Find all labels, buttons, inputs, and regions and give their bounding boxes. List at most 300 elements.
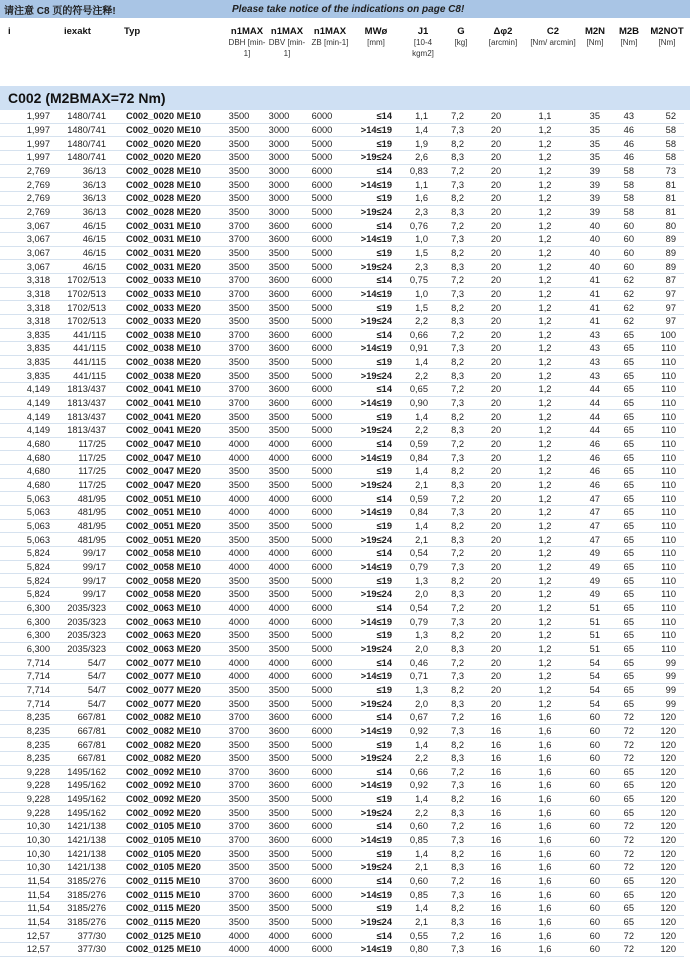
- table-cell: 1480/741: [56, 110, 112, 123]
- table-cell: 1,2: [520, 642, 570, 656]
- table-cell: 11,54: [0, 915, 56, 929]
- table-cell: 1,4: [396, 123, 436, 137]
- table-cell: 4,149: [0, 383, 56, 397]
- table-cell: 20: [472, 697, 520, 711]
- table-cell: 60: [570, 792, 608, 806]
- table-cell: 4,680: [0, 437, 56, 451]
- table-cell: 5000: [300, 301, 344, 315]
- table-cell: 6000: [300, 328, 344, 342]
- table-cell: 8,2: [436, 847, 472, 861]
- table-cell: 110: [642, 519, 684, 533]
- column-header: [352, 26, 400, 48]
- table-cell: 65: [608, 342, 642, 356]
- table-cell: 3700: [220, 383, 258, 397]
- table-cell: 8,235: [0, 724, 56, 738]
- table-cell: 667/81: [56, 751, 112, 765]
- table-cell: 20: [472, 683, 520, 697]
- table-cell: 1,3: [396, 628, 436, 642]
- table-cell: 1,2: [520, 587, 570, 601]
- table-cell: 46/15: [56, 219, 112, 233]
- table-cell: ≤14: [344, 273, 396, 287]
- table-row: [0, 396, 684, 410]
- table-cell: 0,80: [396, 943, 436, 957]
- table-cell: 5000: [300, 205, 344, 219]
- table-cell: 1,2: [520, 601, 570, 615]
- table-cell: 3600: [258, 710, 300, 724]
- table-cell: C002_0058 ME10: [112, 547, 220, 561]
- table-cell: 0,92: [396, 724, 436, 738]
- table-cell: 4000: [258, 492, 300, 506]
- table-cell: 3500: [220, 478, 258, 492]
- table-cell: 39: [570, 205, 608, 219]
- table-cell: ≤14: [344, 164, 396, 178]
- table-cell: 4000: [220, 669, 258, 683]
- table-cell: 1,2: [520, 628, 570, 642]
- table-cell: 52: [642, 110, 684, 123]
- table-cell: 40: [570, 232, 608, 246]
- table-cell: 1813/437: [56, 424, 112, 438]
- table-cell: 20: [472, 232, 520, 246]
- table-cell: 1421/138: [56, 833, 112, 847]
- table-cell: 7,2: [436, 492, 472, 506]
- table-cell: 12,57: [0, 943, 56, 957]
- table-cell: 1,6: [520, 847, 570, 861]
- table-cell: 1,2: [520, 287, 570, 301]
- table-cell: 99: [642, 656, 684, 670]
- table-cell: 2,2: [396, 314, 436, 328]
- table-cell: 1,2: [520, 246, 570, 260]
- table-cell: 4000: [220, 656, 258, 670]
- table-cell: 110: [642, 355, 684, 369]
- table-cell: C002_0051 ME10: [112, 492, 220, 506]
- table-cell: 1,2: [520, 232, 570, 246]
- table-cell: 58: [608, 191, 642, 205]
- table-cell: 1,1: [396, 178, 436, 192]
- table-cell: 20: [472, 164, 520, 178]
- table-cell: >14≤19: [344, 232, 396, 246]
- table-cell: 5000: [300, 792, 344, 806]
- table-cell: 46: [570, 451, 608, 465]
- table-cell: 3500: [220, 369, 258, 383]
- table-cell: C002_0033 ME20: [112, 301, 220, 315]
- table-cell: 44: [570, 424, 608, 438]
- table-cell: 0,79: [396, 560, 436, 574]
- table-cell: >14≤19: [344, 451, 396, 465]
- table-cell: 0,79: [396, 615, 436, 629]
- table-cell: 7,2: [436, 656, 472, 670]
- table-cell: 49: [570, 574, 608, 588]
- table-cell: 16: [472, 847, 520, 861]
- table-cell: 110: [642, 465, 684, 479]
- table-cell: 3500: [258, 847, 300, 861]
- table-cell: 6000: [300, 669, 344, 683]
- table-cell: 8,3: [436, 260, 472, 274]
- table-cell: 20: [472, 642, 520, 656]
- table-cell: >14≤19: [344, 724, 396, 738]
- table-cell: 1,2: [520, 164, 570, 178]
- table-cell: 1495/162: [56, 765, 112, 779]
- table-cell: 8,235: [0, 738, 56, 752]
- table-cell: 5000: [300, 150, 344, 164]
- table-cell: 62: [608, 314, 642, 328]
- table-cell: 97: [642, 287, 684, 301]
- table-cell: C002_0105 ME20: [112, 847, 220, 861]
- table-cell: 120: [642, 738, 684, 752]
- table-cell: 1,4: [396, 902, 436, 916]
- table-cell: 6000: [300, 273, 344, 287]
- table-cell: 8,3: [436, 587, 472, 601]
- table-cell: 72: [608, 820, 642, 834]
- table-cell: 46: [608, 137, 642, 151]
- table-cell: 3,835: [0, 328, 56, 342]
- table-cell: 3500: [258, 642, 300, 656]
- table-cell: 3500: [220, 533, 258, 547]
- table-cell: 3700: [220, 396, 258, 410]
- table-cell: 2,0: [396, 642, 436, 656]
- table-cell: 4000: [220, 506, 258, 520]
- table-cell: ≤14: [344, 601, 396, 615]
- table-row: [0, 137, 684, 151]
- table-cell: 5,824: [0, 587, 56, 601]
- table-cell: 3,318: [0, 273, 56, 287]
- table-cell: 3700: [220, 273, 258, 287]
- table-cell: 120: [642, 765, 684, 779]
- table-cell: 39: [570, 178, 608, 192]
- table-cell: 36/13: [56, 164, 112, 178]
- table-cell: C002_0058 ME20: [112, 574, 220, 588]
- table-row: [0, 792, 684, 806]
- table-cell: 7,3: [436, 560, 472, 574]
- table-cell: 65: [608, 519, 642, 533]
- table-cell: 20: [472, 519, 520, 533]
- table-cell: 72: [608, 847, 642, 861]
- table-cell: 3500: [220, 628, 258, 642]
- table-cell: 60: [570, 724, 608, 738]
- table-cell: 5,824: [0, 574, 56, 588]
- table-cell: 1702/513: [56, 287, 112, 301]
- table-cell: 2,1: [396, 861, 436, 875]
- table-cell: 99: [642, 697, 684, 711]
- table-cell: 0,84: [396, 451, 436, 465]
- table-cell: 0,66: [396, 765, 436, 779]
- table-cell: ≤19: [344, 574, 396, 588]
- table-cell: 120: [642, 874, 684, 888]
- table-cell: 16: [472, 765, 520, 779]
- table-cell: 35: [570, 110, 608, 123]
- table-cell: >14≤19: [344, 287, 396, 301]
- table-cell: 65: [608, 656, 642, 670]
- table-cell: 1,2: [520, 219, 570, 233]
- column-name: G: [457, 26, 465, 37]
- table-cell: 8,2: [436, 410, 472, 424]
- table-cell: C002_0105 ME10: [112, 820, 220, 834]
- table-cell: 4000: [258, 929, 300, 943]
- table-cell: 72: [608, 724, 642, 738]
- table-row: [0, 123, 684, 137]
- table-cell: 667/81: [56, 724, 112, 738]
- table-row: [0, 301, 684, 315]
- table-cell: 110: [642, 383, 684, 397]
- table-cell: ≤19: [344, 519, 396, 533]
- table-cell: 6000: [300, 656, 344, 670]
- table-cell: 3500: [220, 465, 258, 479]
- table-row: [0, 601, 684, 615]
- table-row: [0, 724, 684, 738]
- table-cell: 3,318: [0, 314, 56, 328]
- table-cell: 1813/437: [56, 383, 112, 397]
- table-cell: 20: [472, 410, 520, 424]
- table-cell: 3,067: [0, 219, 56, 233]
- table-row: [0, 219, 684, 233]
- table-row: [0, 847, 684, 861]
- table-cell: 4000: [258, 601, 300, 615]
- table-cell: 1,2: [520, 519, 570, 533]
- table-cell: 1702/513: [56, 301, 112, 315]
- table-row: [0, 683, 684, 697]
- table-cell: 46/15: [56, 260, 112, 274]
- table-cell: 49: [570, 587, 608, 601]
- table-cell: 62: [608, 273, 642, 287]
- table-cell: 1,2: [520, 410, 570, 424]
- table-cell: 5,063: [0, 492, 56, 506]
- table-cell: 3600: [258, 383, 300, 397]
- table-cell: C002_0041 ME20: [112, 410, 220, 424]
- table-row: [0, 806, 684, 820]
- table-cell: 46: [608, 150, 642, 164]
- table-cell: 4000: [258, 547, 300, 561]
- table-cell: 1702/513: [56, 273, 112, 287]
- table-row: [0, 656, 684, 670]
- table-cell: 5000: [300, 861, 344, 875]
- table-cell: 16: [472, 861, 520, 875]
- column-header: [64, 26, 120, 37]
- table-cell: 36/13: [56, 191, 112, 205]
- table-cell: 5000: [300, 574, 344, 588]
- table-cell: 20: [472, 287, 520, 301]
- table-cell: 20: [472, 219, 520, 233]
- table-cell: 1,4: [396, 738, 436, 752]
- table-cell: 3500: [220, 806, 258, 820]
- table-cell: 3000: [258, 110, 300, 123]
- table-cell: 0,71: [396, 669, 436, 683]
- column-name: n1MAX: [230, 26, 264, 37]
- table-cell: 7,2: [436, 273, 472, 287]
- table-cell: 3700: [220, 287, 258, 301]
- table-cell: 1813/437: [56, 396, 112, 410]
- table-cell: 5000: [300, 410, 344, 424]
- table-cell: ≤14: [344, 765, 396, 779]
- table-row: [0, 424, 684, 438]
- table-cell: 65: [608, 492, 642, 506]
- table-cell: 20: [472, 615, 520, 629]
- table-cell: C002_0033 ME10: [112, 273, 220, 287]
- table-cell: 3000: [258, 178, 300, 192]
- table-cell: 120: [642, 724, 684, 738]
- table-cell: 441/115: [56, 342, 112, 356]
- table-row: [0, 232, 684, 246]
- column-unit: [mm]: [367, 38, 385, 47]
- table-cell: 6000: [300, 383, 344, 397]
- table-cell: C002_0092 ME10: [112, 765, 220, 779]
- table-cell: 120: [642, 833, 684, 847]
- table-cell: 8,2: [436, 574, 472, 588]
- table-cell: 7,3: [436, 178, 472, 192]
- table-cell: 60: [570, 765, 608, 779]
- table-cell: 1495/162: [56, 792, 112, 806]
- table-cell: 1,1: [396, 110, 436, 123]
- table-cell: C002_0125 ME10: [112, 943, 220, 957]
- table-cell: 2,1: [396, 533, 436, 547]
- table-cell: 3700: [220, 874, 258, 888]
- table-cell: 20: [472, 396, 520, 410]
- table-cell: 3600: [258, 724, 300, 738]
- table-cell: 3600: [258, 888, 300, 902]
- table-cell: C002_0077 ME20: [112, 683, 220, 697]
- table-cell: 6000: [300, 833, 344, 847]
- table-cell: ≤14: [344, 656, 396, 670]
- table-cell: 65: [608, 478, 642, 492]
- table-cell: 9,228: [0, 765, 56, 779]
- table-cell: 72: [608, 943, 642, 957]
- table-cell: 3500: [258, 574, 300, 588]
- table-row: [0, 560, 684, 574]
- table-cell: 60: [608, 246, 642, 260]
- notice-bar: [0, 0, 690, 18]
- table-cell: 3700: [220, 710, 258, 724]
- table-cell: 16: [472, 779, 520, 793]
- table-cell: 35: [570, 123, 608, 137]
- table-cell: >14≤19: [344, 888, 396, 902]
- table-cell: 16: [472, 874, 520, 888]
- table-cell: 3500: [258, 369, 300, 383]
- column-header: [124, 26, 184, 37]
- table-cell: 20: [472, 465, 520, 479]
- table-cell: 8,2: [436, 355, 472, 369]
- column-name: Typ: [124, 26, 141, 37]
- table-cell: 5000: [300, 355, 344, 369]
- table-cell: 54: [570, 669, 608, 683]
- table-cell: C002_0041 ME20: [112, 424, 220, 438]
- table-cell: 2035/323: [56, 628, 112, 642]
- table-cell: C002_0020 ME20: [112, 137, 220, 151]
- table-cell: 72: [608, 861, 642, 875]
- column-name: n1MAX: [270, 26, 304, 37]
- table-cell: 100: [642, 328, 684, 342]
- table-cell: 6000: [300, 710, 344, 724]
- table-cell: 65: [608, 424, 642, 438]
- table-cell: 41: [570, 287, 608, 301]
- column-name: Δφ2: [493, 26, 513, 37]
- table-cell: 1,2: [520, 355, 570, 369]
- notice-chinese: 请注意 C8 页的符号注释!: [4, 5, 116, 17]
- table-cell: 2,2: [396, 751, 436, 765]
- table-cell: 4000: [220, 929, 258, 943]
- table-cell: >19≤24: [344, 642, 396, 656]
- table-cell: 0,59: [396, 492, 436, 506]
- table-cell: 65: [608, 765, 642, 779]
- table-cell: 0,92: [396, 779, 436, 793]
- table-cell: 3185/276: [56, 902, 112, 916]
- table-row: [0, 492, 684, 506]
- table-cell: 20: [472, 656, 520, 670]
- table-cell: 120: [642, 902, 684, 916]
- table-cell: 5000: [300, 191, 344, 205]
- table-cell: 8,2: [436, 137, 472, 151]
- table-cell: 0,55: [396, 929, 436, 943]
- table-cell: 2,6: [396, 150, 436, 164]
- table-cell: 3700: [220, 765, 258, 779]
- table-cell: 43: [570, 369, 608, 383]
- table-cell: 7,2: [436, 547, 472, 561]
- table-cell: 3000: [258, 191, 300, 205]
- table-cell: 65: [608, 628, 642, 642]
- table-row: [0, 178, 684, 192]
- table-cell: 16: [472, 710, 520, 724]
- table-cell: 46: [570, 437, 608, 451]
- table-cell: 6000: [300, 560, 344, 574]
- table-cell: 58: [608, 178, 642, 192]
- table-cell: ≤14: [344, 110, 396, 123]
- table-cell: 0,65: [396, 383, 436, 397]
- table-cell: C002_0020 ME10: [112, 123, 220, 137]
- table-cell: 3700: [220, 820, 258, 834]
- table-cell: 0,54: [396, 601, 436, 615]
- table-cell: 120: [642, 915, 684, 929]
- table-cell: 35: [570, 150, 608, 164]
- table-cell: 120: [642, 806, 684, 820]
- table-cell: 46/15: [56, 232, 112, 246]
- table-cell: 8,3: [436, 478, 472, 492]
- table-cell: 110: [642, 437, 684, 451]
- table-cell: 110: [642, 587, 684, 601]
- table-cell: ≤19: [344, 683, 396, 697]
- table-row: [0, 861, 684, 875]
- table-row: [0, 738, 684, 752]
- table-cell: 1,4: [396, 847, 436, 861]
- table-cell: 99/17: [56, 547, 112, 561]
- table-cell: 7,3: [436, 888, 472, 902]
- table-cell: 8,235: [0, 751, 56, 765]
- table-cell: 54/7: [56, 669, 112, 683]
- column-name: M2NOT: [650, 26, 684, 37]
- table-cell: 3500: [258, 902, 300, 916]
- table-cell: 4000: [220, 492, 258, 506]
- table-cell: 5000: [300, 587, 344, 601]
- table-cell: 7,714: [0, 669, 56, 683]
- table-cell: 20: [472, 301, 520, 315]
- table-cell: >19≤24: [344, 478, 396, 492]
- table-cell: 7,2: [436, 437, 472, 451]
- table-cell: >19≤24: [344, 369, 396, 383]
- table-cell: 8,3: [436, 697, 472, 711]
- table-cell: ≤19: [344, 355, 396, 369]
- table-cell: 120: [642, 820, 684, 834]
- table-cell: 0,85: [396, 888, 436, 902]
- table-cell: 1421/138: [56, 861, 112, 875]
- table-cell: 9,228: [0, 806, 56, 820]
- table-cell: 16: [472, 929, 520, 943]
- table-cell: 1,2: [520, 465, 570, 479]
- table-cell: 6000: [300, 287, 344, 301]
- table-cell: 4000: [220, 437, 258, 451]
- table-cell: 3500: [258, 533, 300, 547]
- table-cell: 99/17: [56, 560, 112, 574]
- table-cell: 20: [472, 369, 520, 383]
- table-row: [0, 314, 684, 328]
- table-cell: 3600: [258, 328, 300, 342]
- table-cell: 16: [472, 806, 520, 820]
- table-cell: 441/115: [56, 355, 112, 369]
